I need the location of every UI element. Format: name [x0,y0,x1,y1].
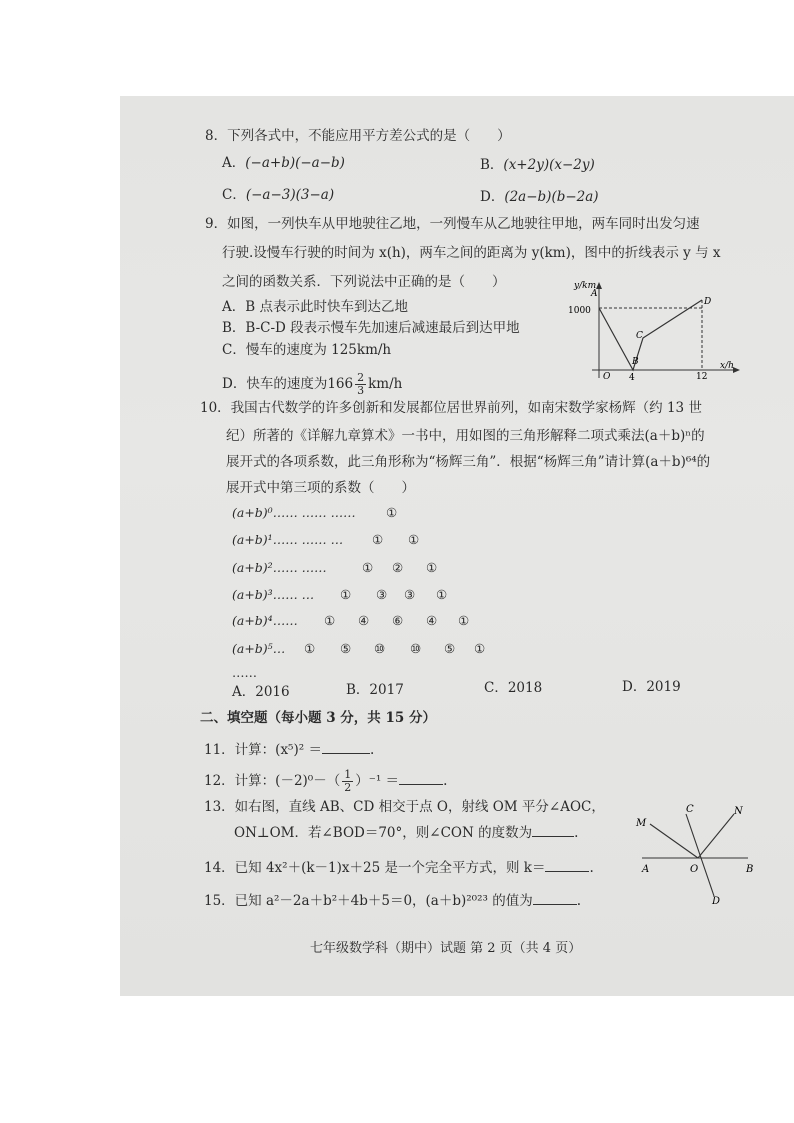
q8-option-d: D．(2a−b)(b−2a) [480,189,599,205]
triangle-row-4: (a+b)⁴…… ① ④ ⑥ ④ ① [232,613,470,628]
q10-line3: 展开式的各项系数，此三角形称为“杨辉三角”．根据“杨辉三角”请计算(a＋b)⁶⁴的 [226,454,711,470]
q15: 15．已知 a²－2a＋b²＋4b＋5＝0，(a＋b)²⁰²³ 的值为 . [204,893,581,909]
label-n: N [734,806,743,817]
label-o: O [690,864,699,875]
graph-x-tick-12: 12 [696,372,708,382]
page-footer: 七年级数学科（期中）试题 第 2 页（共 4 页） [310,941,582,956]
q9-line1: 9．如图，一列快车从甲地驶往乙地，一列慢车从乙地驶往甲地，两车同时出发匀速 [205,216,700,232]
triangle-row-5: (a+b)⁵… ① ⑤ ⑩ ⑩ ⑤ ① [232,641,486,656]
q12: 12．计算：(－2)⁰－（ $\frac{1}{2}$ ）⁻¹ ＝ . [204,768,448,795]
section-2-heading: 二、填空题（每小题 3 分，共 15 分） [200,710,436,726]
triangle-row-0: (a+b)⁰…… …… …… ① [232,505,398,520]
graph-point-c: C [636,331,643,341]
q14: 14．已知 4x²＋(k－1)x＋25 是一个完全平方式，则 k＝ . [204,860,594,876]
q8-option-b: B．(x+2y)(x−2y) [480,157,595,173]
triangle-row-2: (a+b)²…… …… ① ② ① [232,560,438,575]
graph-origin: O [603,372,611,382]
graph-y-tick: 1000 [568,306,591,316]
ray-on [698,814,734,858]
q8-option-a: A．(−a+b)(−a−b) [222,155,345,171]
graph-polyline [599,300,702,370]
q13-angle-figure [630,800,770,910]
graph-y-label: y/km [574,281,597,291]
graph-x-tick-4: 4 [629,373,635,383]
q11: 11．计算：(x⁵)² ＝ . [204,742,375,758]
label-c: C [686,804,694,815]
q10-option-c: C．2018 [484,680,543,696]
q10-option-b: B．2017 [346,682,404,698]
graph-point-a: A [591,289,598,299]
q9-line2: 行驶.设慢车行驶的时间为 x(h)，两车之间的距离为 y(km)，图中的折线表示 y 与 x [222,245,721,261]
q9-line3: 之间的函数关系．下列说法中正确的是（ ） [222,274,506,290]
q10-line1: 10．我国古代数学的许多创新和发展都位居世界前列，如南宋数学家杨辉（约 13 世 [200,400,702,416]
triangle-row-1: (a+b)¹…… …… … ① ① [232,532,420,547]
label-m: M [636,818,647,829]
q9-option-a: A．B 点表示此时快车到达乙地 [222,299,408,315]
label-b: B [746,864,754,875]
q10-line4: 展开式中第三项的系数（ ） [226,480,415,496]
triangle-row-3: (a+b)³…… … ① ③ ③ ① [232,587,448,602]
q10-option-a: A．2016 [232,684,290,700]
triangle-ellipsis: …… [232,665,257,680]
q13-line1: 13．如右图，直线 AB、CD 相交于点 O，射线 OM 平分∠AOC， [204,799,605,815]
graph-y-arrow [596,282,602,289]
q13-line2: ON⊥OM．若∠BOD＝70°，则∠CON 的度数为 . [234,825,579,841]
graph-x-label: x/h [720,361,734,371]
graph-point-b: B [632,357,639,367]
q9-option-d: D．快车的速度为166 $\frac{2}{3}$ km/h [222,371,403,398]
q9-distance-graph [568,278,748,386]
graph-point-d: D [704,297,712,307]
q9-option-c: C．慢车的速度为 125km/h [222,342,392,358]
q8-stem: 8．下列各式中，不能应用平方差公式的是（ ） [205,128,511,144]
q10-line2: 纪）所著的《详解九章算术》一书中，用如图的三角形解释二项式乘法(a＋b)ⁿ的 [226,428,705,444]
graph-x-arrow [733,367,740,373]
q9-option-b: B．B-C-D 段表示慢车先加速后减速最后到达甲地 [222,320,520,336]
label-d: D [712,896,721,907]
q10-option-d: D．2019 [622,679,681,695]
q8-option-c: C．(−a−3)(3−a) [222,187,335,203]
label-a: A [642,864,650,875]
